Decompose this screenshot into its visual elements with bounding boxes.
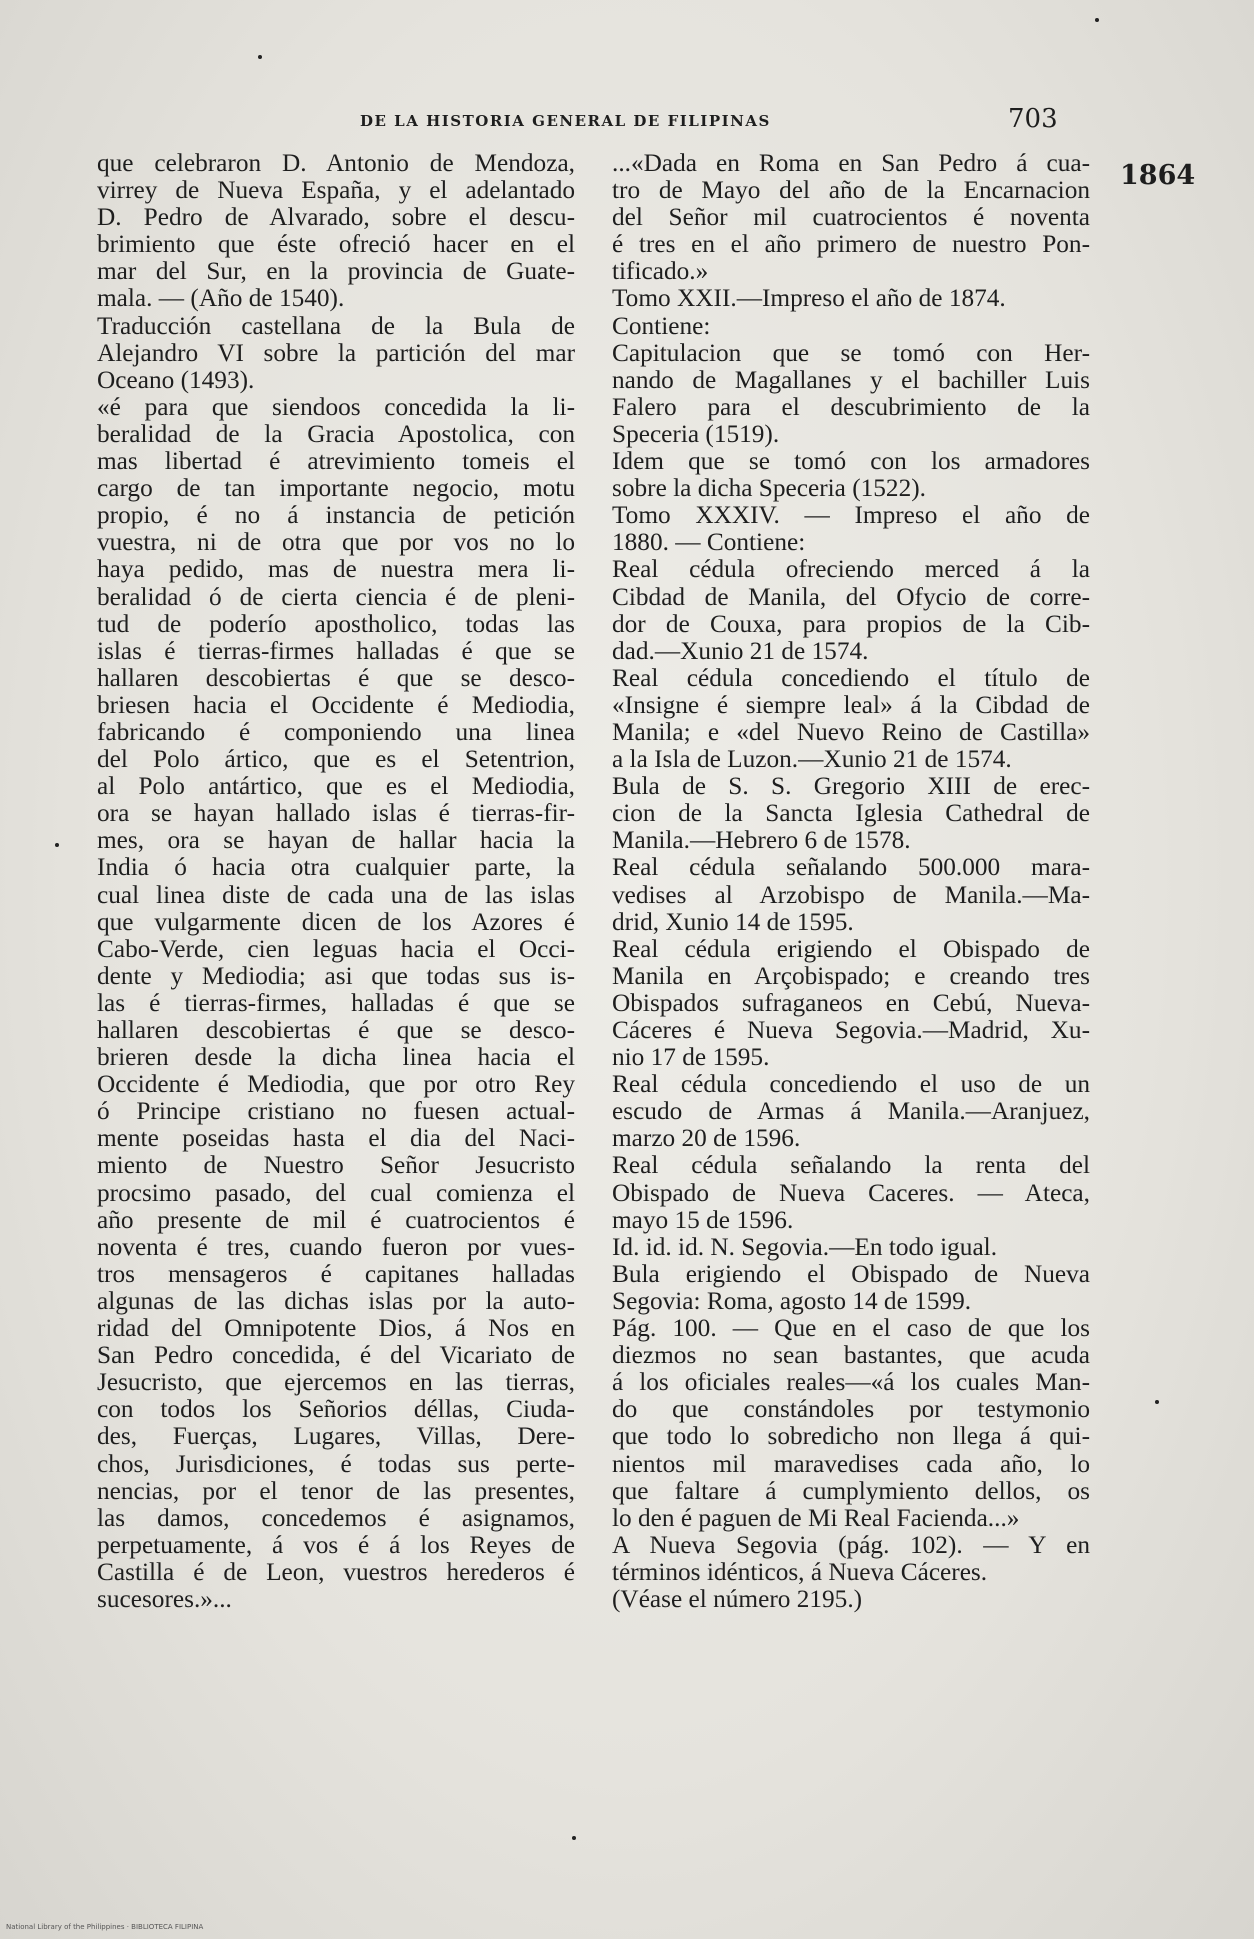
- text-line: brimiento que éste ofreció hacer en el: [97, 230, 575, 259]
- text-line: dente y Mediodia; asi que todas sus is-: [97, 961, 575, 990]
- text-line: términos idénticos, á Nueva Cáceres.: [612, 1557, 988, 1586]
- text-line: Manila en Arçobispado; e creando tres: [612, 961, 1090, 990]
- text-line: Real cédula señalando 500.000 mara-: [612, 853, 1090, 882]
- text-line: des, Fuerças, Lugares, Villas, Dere-: [97, 1422, 575, 1451]
- text-line: Pág. 100. — Que en el caso de que los: [612, 1314, 1090, 1343]
- text-line: é tres en el año primero de nuestro Pon-: [612, 230, 1090, 259]
- running-title: DE LA HISTORIA GENERAL DE FILIPINAS: [360, 112, 771, 130]
- scan-speck: [572, 1836, 576, 1840]
- text-line: Real cédula señalando la renta del: [612, 1151, 1090, 1180]
- text-line: D. Pedro de Alvarado, sobre el descu-: [97, 203, 575, 232]
- text-line: Real cédula concediendo el uso de un: [612, 1070, 1090, 1099]
- text-line: Segovia: Roma, agosto 14 de 1599.: [612, 1286, 972, 1315]
- text-line: Cibdad de Manila, del Ofycio de corre-: [612, 582, 1090, 611]
- text-line: que faltare á cumplymiento dellos, os: [612, 1476, 1090, 1505]
- left-column: [97, 150, 575, 1613]
- text-line: drid, Xunio 14 de 1595.: [612, 907, 854, 936]
- text-line: Real cédula erigiendo el Obispado de: [612, 934, 1090, 963]
- text-line: Obispados sufraganeos en Cebú, Nueva-: [612, 988, 1090, 1017]
- text-line: que celebraron D. Antonio de Mendoza,: [97, 149, 575, 177]
- text-line: Alejandro VI sobre la partición del mar: [97, 338, 575, 367]
- text-line: Falero para el descubrimiento de la: [612, 392, 1090, 421]
- text-line: «Insigne é siempre leal» á la Cibdad de: [612, 690, 1090, 719]
- text-line: escudo de Armas á Manila.—Aranjuez,: [612, 1097, 1090, 1126]
- text-line: sucesores.»...: [97, 1584, 232, 1613]
- text-line: Traducción castellana de la Bula de: [97, 311, 575, 340]
- text-line: tro de Mayo del año de la Encarnacion: [612, 176, 1090, 205]
- text-line: ora se hayan hallado islas é tierras-fir-: [97, 799, 575, 828]
- text-line: las damos, concedemos é asignamos,: [97, 1503, 575, 1532]
- text-line: lo den é paguen de Mi Real Facienda...»: [612, 1503, 1020, 1532]
- text-line: «é para que siendoos concedida la li-: [97, 392, 575, 421]
- text-line: nando de Magallanes y el bachiller Luis: [612, 365, 1090, 394]
- text-line: (Véase el número 2195.): [612, 1584, 863, 1613]
- text-line: briesen hacia el Occidente é Mediodia,: [97, 690, 575, 719]
- text-line: nio 17 de 1595.: [612, 1043, 770, 1072]
- text-line: dor de Couxa, para propios de la Cib-: [612, 609, 1090, 638]
- text-line: beralidad ó de cierta ciencia é de pleni-: [97, 582, 575, 611]
- scan-speck: [1095, 18, 1099, 22]
- text-line: vuestra, ni de otra que por vos no lo: [97, 528, 575, 557]
- text-line: Idem que se tomó con los armadores: [612, 447, 1090, 476]
- text-line: las é tierras-firmes, halladas é que se: [97, 988, 575, 1017]
- text-line: a la Isla de Luzon.—Xunio 21 de 1574.: [612, 745, 1012, 774]
- text-line: noventa é tres, cuando fueron por vues-: [97, 1232, 575, 1261]
- text-line: tud de poderío apostholico, todas las: [97, 609, 575, 638]
- text-line: que vulgarmente dicen de los Azores é: [97, 907, 575, 936]
- text-line: mas libertad é atrevimiento tomeis el: [97, 447, 575, 476]
- text-line: vedises al Arzobispo de Manila.—Ma-: [612, 880, 1090, 909]
- text-line: año presente de mil é cuatrocientos é: [97, 1205, 575, 1234]
- text-line: que todo lo sobredicho non llega á qui-: [612, 1422, 1090, 1451]
- text-line: Speceria (1519).: [612, 419, 780, 448]
- text-line: al Polo antártico, que es el Mediodia,: [97, 772, 575, 801]
- text-line: ó Principe cristiano no fuesen actual-: [97, 1097, 575, 1126]
- text-line: Contiene:: [612, 311, 711, 340]
- text-line: Manila.—Hebrero 6 de 1578.: [612, 826, 911, 855]
- text-line: brieren desde la dicha linea hacia el: [97, 1043, 575, 1072]
- entry-number: 1864: [1120, 160, 1196, 191]
- text-line: Tomo XXII.—Impreso el año de 1874.: [612, 284, 1006, 313]
- text-line: Castilla é de Leon, vuestros herederos é: [97, 1557, 575, 1586]
- text-line: cion de la Sancta Iglesia Cathedral de: [612, 799, 1090, 828]
- text-line: Capitulacion que se tomó con Her-: [612, 338, 1090, 367]
- text-line: sobre la dicha Speceria (1522).: [612, 474, 926, 503]
- text-line: A Nueva Segovia (pág. 102). — Y en: [612, 1530, 1090, 1559]
- scan-speck: [258, 55, 262, 59]
- text-line: del Polo ártico, que es el Setentrion,: [97, 745, 575, 774]
- text-line: Cáceres é Nueva Segovia.—Madrid, Xu-: [612, 1016, 1090, 1044]
- text-line: tros mensageros é capitanes halladas: [97, 1259, 575, 1288]
- text-line: do que constándoles por testymonio: [612, 1395, 1090, 1424]
- text-line: virrey de Nueva España, y el adelantado: [97, 176, 575, 205]
- text-line: miento de Nuestro Señor Jesucristo: [97, 1151, 575, 1180]
- text-line: Bula erigiendo el Obispado de Nueva: [612, 1259, 1090, 1288]
- text-line: procsimo pasado, del cual comienza el: [97, 1178, 575, 1207]
- right-column: [612, 150, 1090, 1613]
- text-line: hallaren descobiertas é que se desco-: [97, 1016, 575, 1044]
- text-line: mar del Sur, en la provincia de Guate-: [97, 257, 575, 286]
- text-line: tificado.»: [612, 257, 709, 286]
- text-line: chos, Jurisdiciones, é todas sus perte-: [97, 1449, 575, 1478]
- text-line: India ó hacia otra cualquier parte, la: [97, 853, 575, 882]
- text-line: Cabo-Verde, cien leguas hacia el Occi-: [97, 934, 575, 963]
- text-line: fabricando é componiendo una linea: [97, 717, 575, 746]
- text-line: á los oficiales reales—«á los cuales Man-: [612, 1368, 1090, 1397]
- scan-speck: [1155, 1400, 1159, 1404]
- text-line: nencias, por el tenor de las presentes,: [97, 1476, 575, 1505]
- text-line: Id. id. id. N. Segovia.—En todo igual.: [612, 1232, 998, 1261]
- page-number: 703: [1008, 104, 1058, 134]
- text-line: mala. — (Año de 1540).: [97, 284, 345, 313]
- library-footer: National Library of the Philippines · BIBLIOTECA FILIPINA: [6, 1923, 204, 1931]
- text-line: Tomo XXXIV. — Impreso el año de: [612, 501, 1090, 530]
- text-line: 1880. — Contiene:: [612, 528, 806, 557]
- text-line: Obispado de Nueva Caceres. — Ateca,: [612, 1178, 1090, 1207]
- text-line: diezmos no sean bastantes, que acuda: [612, 1341, 1090, 1370]
- text-line: marzo 20 de 1596.: [612, 1124, 801, 1153]
- text-line: San Pedro concedida, é del Vicariato de: [97, 1341, 575, 1370]
- text-line: dad.—Xunio 21 de 1574.: [612, 636, 869, 665]
- text-line: islas é tierras-firmes halladas é que se: [97, 636, 575, 665]
- text-line: cargo de tan importante negocio, motu: [97, 474, 575, 503]
- text-line: beralidad de la Gracia Apostolica, con: [97, 419, 575, 448]
- text-line: algunas de las dichas islas por la auto-: [97, 1286, 575, 1315]
- text-line: nientos mil maravedises cada año, lo: [612, 1449, 1090, 1478]
- text-line: mente poseidas hasta el dia del Naci-: [97, 1124, 575, 1153]
- text-line: ridad del Omnipotente Dios, á Nos en: [97, 1314, 575, 1343]
- text-line: cual linea diste de cada una de las islas: [97, 880, 575, 909]
- text-line: perpetuamente, á vos é á los Reyes de: [97, 1530, 575, 1559]
- text-line: propio, é no á instancia de petición: [97, 501, 575, 530]
- text-line: mayo 15 de 1596.: [612, 1205, 794, 1234]
- text-line: Oceano (1493).: [97, 365, 255, 394]
- text-line: Jesucristo, que ejercemos en las tierras,: [97, 1368, 575, 1397]
- text-line: hallaren descobiertas é que se desco-: [97, 663, 575, 692]
- text-line: Real cédula ofreciendo merced á la: [612, 555, 1090, 584]
- text-line: Occidente é Mediodia, que por otro Rey: [97, 1070, 575, 1099]
- text-line: mes, ora se hayan de hallar hacia la: [97, 826, 575, 855]
- text-line: Real cédula concediendo el título de: [612, 663, 1090, 692]
- text-line: con todos los Señorios déllas, Ciuda-: [97, 1395, 575, 1424]
- text-line: haya pedido, mas de nuestra mera li-: [97, 555, 575, 584]
- text-line: del Señor mil cuatrocientos é noventa: [612, 203, 1090, 232]
- text-line: Manila; e «del Nuevo Reino de Castilla»: [612, 717, 1090, 746]
- text-line: ...«Dada en Roma en San Pedro á cua-: [612, 149, 1090, 177]
- scan-speck: [55, 843, 59, 847]
- text-line: Bula de S. S. Gregorio XIII de erec-: [612, 772, 1090, 801]
